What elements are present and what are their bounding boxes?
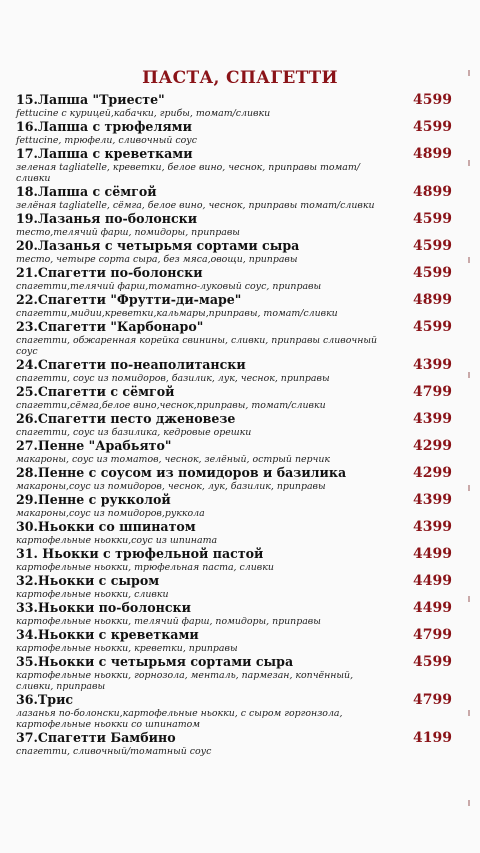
dish-description: макароны,соус из помидоров, чеснок, лук, базилик, приправы <box>16 481 326 492</box>
edge-mark <box>468 160 470 166</box>
dish-description: спагетти, соус из базилика, кедровые орешки <box>16 427 252 438</box>
menu-item <box>16 519 466 546</box>
dish-description: спагетти,телячий фарш,томатно-луковый соус, приправы <box>16 281 322 292</box>
menu-item <box>16 600 466 627</box>
menu-item <box>16 546 466 573</box>
dish-price: 4599 <box>413 238 452 254</box>
dish-name: 20.Лазанья с четырьмя сортами сыра <box>16 238 300 253</box>
menu-item <box>16 384 466 411</box>
menu-item <box>16 492 466 519</box>
edge-mark <box>468 596 470 602</box>
dish-price: 4599 <box>413 319 452 335</box>
dish-description: картофельные ньокки,соус из шпината <box>16 535 218 546</box>
menu-item <box>16 692 466 730</box>
dish-price: 4399 <box>413 357 452 373</box>
dish-name: 26.Спагетти песто дженовезе <box>16 411 236 426</box>
edge-mark <box>468 800 470 806</box>
menu-item <box>16 92 466 119</box>
dish-name: 37.Спагетти Бамбино <box>16 730 176 745</box>
dish-price: 4899 <box>413 146 452 162</box>
dish-description: картофельные ньокки, креветки, приправы <box>16 643 238 654</box>
menu-item <box>16 573 466 600</box>
dish-description: тесто,телячий фарш, помидоры, приправы <box>16 227 240 238</box>
dish-name: 17.Лапша с креветками <box>16 146 193 161</box>
menu-item <box>16 238 466 265</box>
dish-name: 31. Ньокки с трюфельной пастой <box>16 546 264 561</box>
dish-price: 4399 <box>413 492 452 508</box>
menu-item <box>16 411 466 438</box>
dish-price: 4599 <box>413 119 452 135</box>
dish-description: спагетти,сёмга,белое вино,чеснок,приправы, томат/сливки <box>16 400 326 411</box>
menu-item <box>16 184 466 211</box>
dish-price: 4599 <box>413 265 452 281</box>
menu-item <box>16 211 466 238</box>
dish-price: 4299 <box>413 438 452 454</box>
dish-name: 15.Лапша "Триесте" <box>16 92 165 107</box>
dish-price: 4499 <box>413 573 452 589</box>
dish-price: 4599 <box>413 654 452 670</box>
dish-name: 35.Ньокки с четырьмя сортами сыра <box>16 654 294 669</box>
dish-name: 33.Ньокки по-болонски <box>16 600 191 615</box>
dish-name: 21.Спагетти по-болонски <box>16 265 203 280</box>
edge-mark <box>468 485 470 491</box>
section-title: ПАСТА, СПАГЕТТИ <box>142 68 338 88</box>
dish-price: 4199 <box>413 730 452 746</box>
dish-price: 4499 <box>413 546 452 562</box>
dish-description: fettucine с курицей,кабачки, грибы, томат/сливки <box>16 108 271 119</box>
dish-name: 18.Лапша с сёмгой <box>16 184 157 199</box>
edge-mark <box>468 257 470 263</box>
dish-description: картофельные ньокки, трюфельная паста, сливки <box>16 562 274 573</box>
dish-description: тесто, четыре сорта сыра, без мяса,овощи, приправы <box>16 254 298 265</box>
dish-name: 16.Лапша с трюфелями <box>16 119 192 134</box>
dish-price: 4599 <box>413 92 452 108</box>
menu-list <box>16 92 466 757</box>
dish-name: 24.Спагетти по-неаполитански <box>16 357 246 372</box>
dish-description: макароны, соус из томатов, чеснок, зелёный, острый перчик <box>16 454 330 465</box>
dish-name: 32.Ньокки с сыром <box>16 573 160 588</box>
menu-item <box>16 357 466 384</box>
dish-description: картофельные ньокки, горнозола, менталь, пармезан, копчённый, сливки, приправы <box>16 670 354 692</box>
dish-name: 19.Лазанья по-болонски <box>16 211 198 226</box>
dish-name: 36.Трис <box>16 692 74 707</box>
dish-name: 23.Спагетти "Карбонаро" <box>16 319 204 334</box>
dish-name: 22.Спагетти "Фрутти-ди-маре" <box>16 292 242 307</box>
dish-description: картофельные ньокки, сливки <box>16 589 169 600</box>
menu-item <box>16 292 466 319</box>
dish-description: макароны,соус из помидоров,руккола <box>16 508 205 519</box>
dish-price: 4799 <box>413 692 452 708</box>
dish-price: 4799 <box>413 627 452 643</box>
dish-price: 4799 <box>413 384 452 400</box>
dish-name: 34.Ньокки с креветками <box>16 627 199 642</box>
dish-description: спагетти,мидии,креветки,кальмары,приправы, томат/сливки <box>16 308 338 319</box>
dish-name: 30.Ньокки со шпинатом <box>16 519 196 534</box>
dish-price: 4899 <box>413 292 452 308</box>
dish-description: лазанья по-болонски,картофельные ньокки, с сыром горгонзола, картофельные ньокки со шпинатом <box>16 708 343 730</box>
dish-name: 27.Пенне "Арабьято" <box>16 438 172 453</box>
dish-name: 28.Пенне с соусом из помидоров и базилика <box>16 465 347 480</box>
edge-mark <box>468 710 470 716</box>
menu-item <box>16 627 466 654</box>
menu-item <box>16 654 466 692</box>
dish-description: fettucine, трюфели, сливочный соус <box>16 135 197 146</box>
dish-price: 4299 <box>413 465 452 481</box>
dish-description: картофельные ньокки, телячий фарш, помидоры, приправы <box>16 616 321 627</box>
dish-price: 4499 <box>413 600 452 616</box>
menu-item <box>16 465 466 492</box>
menu-item <box>16 119 466 146</box>
dish-name: 25.Спагетти с сёмгой <box>16 384 175 399</box>
dish-description: спагетти, соус из помидоров, базилик, лук, чеснок, приправы <box>16 373 330 384</box>
edge-mark <box>468 372 470 378</box>
menu-item <box>16 319 466 357</box>
menu-item <box>16 730 466 757</box>
dish-description: зелёная tagliatelle, сёмга, белое вино, чеснок, приправы томат/сливки <box>16 200 375 211</box>
dish-name: 29.Пенне с рукколой <box>16 492 171 507</box>
dish-description: спагетти, обжаренная корейка свинины, сливки, приправы сливочный соус <box>16 335 378 357</box>
dish-description: зеленая tagliatelle, креветки, белое вино, чеснок, приправы томат/сливки <box>16 162 360 184</box>
dish-price: 4599 <box>413 211 452 227</box>
menu-item <box>16 265 466 292</box>
dish-price: 4399 <box>413 411 452 427</box>
menu-item <box>16 146 466 184</box>
dish-price: 4399 <box>413 519 452 535</box>
menu-item <box>16 438 466 465</box>
dish-price: 4899 <box>413 184 452 200</box>
dish-description: спагетти, сливочный/томатный соус <box>16 746 212 757</box>
